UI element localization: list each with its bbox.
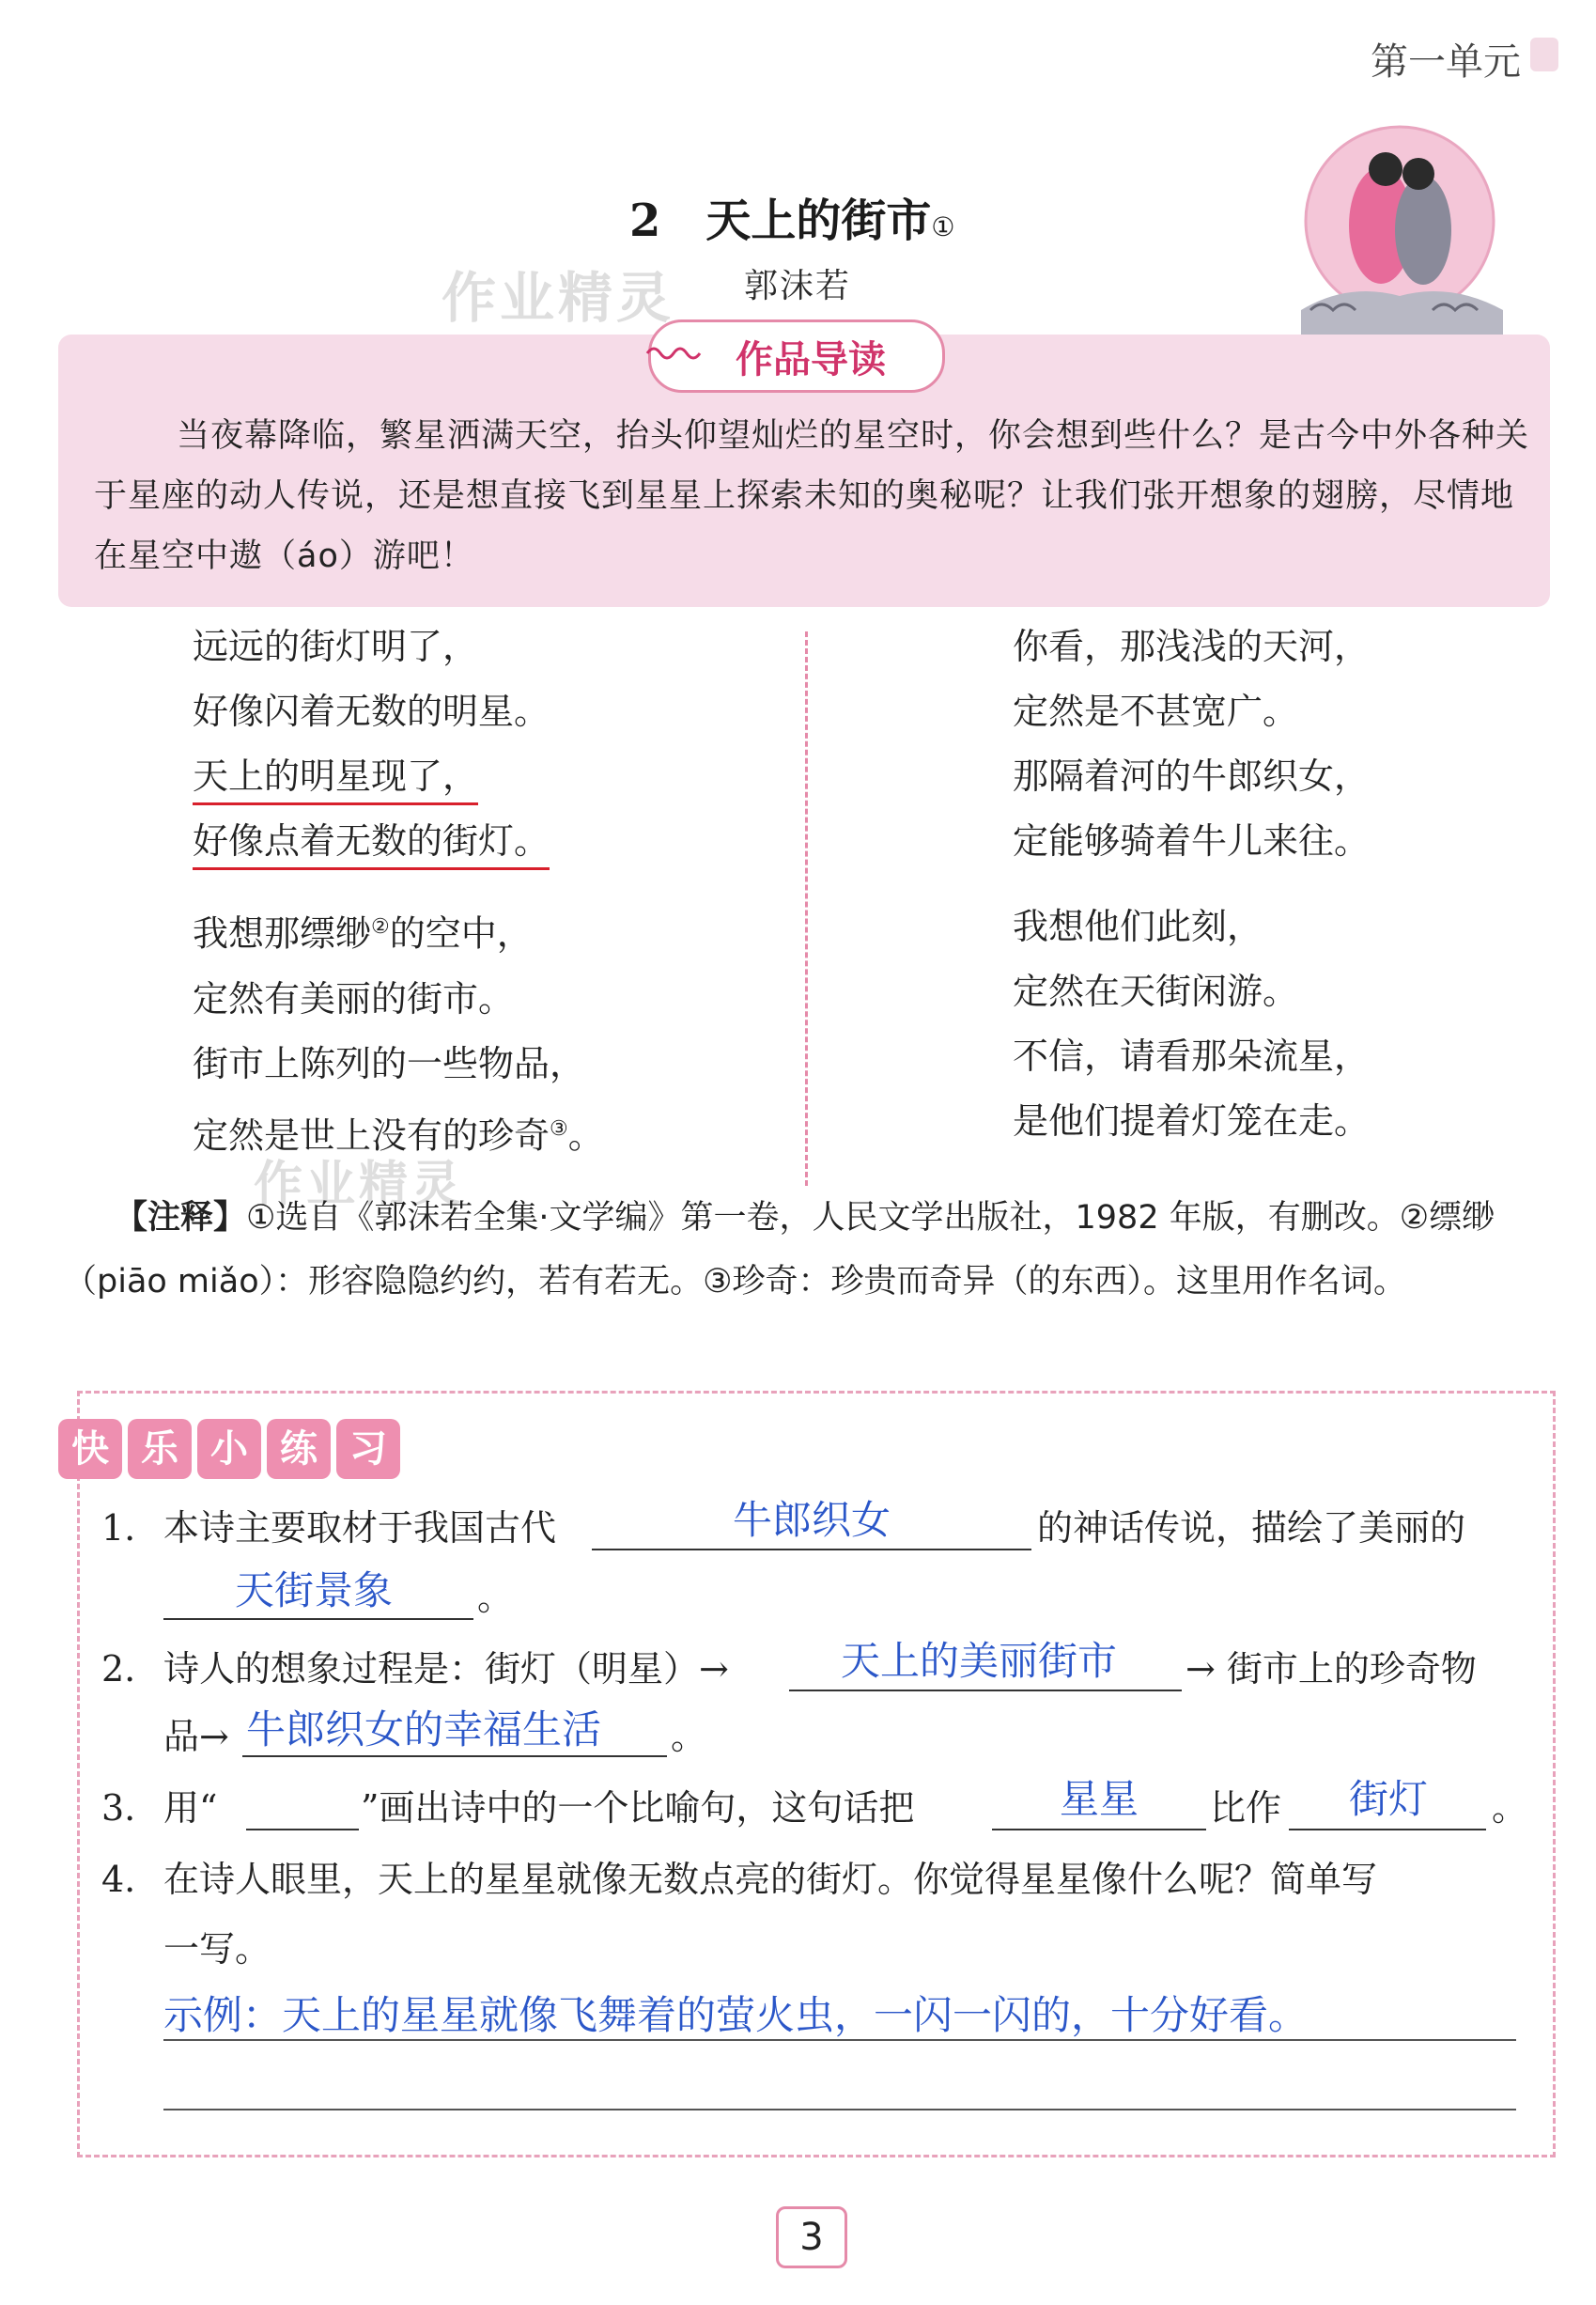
watermark: 作业精灵 — [442, 266, 675, 330]
q2-text-c: 品→ — [163, 1716, 229, 1757]
poem-line: 定然有美丽的街市。 — [193, 977, 515, 1020]
exercise-title-char: 快 — [58, 1419, 122, 1479]
q3-text-a: 用“ — [163, 1787, 218, 1829]
poem-line: 远远的街灯明了， — [193, 626, 479, 667]
q4-number: 4. — [101, 1859, 136, 1900]
q4-text-b: 一写。 — [163, 1928, 271, 1970]
poem-line: 定然是世上没有的珍奇③。 — [193, 1114, 604, 1157]
poem-line: 我想他们此刻， — [1013, 906, 1263, 947]
q3-number: 3. — [101, 1787, 136, 1829]
q2-text-b: → 街市上的珍奇物 — [1185, 1648, 1477, 1690]
poem-line: 定能够骑着牛儿来往。 — [1013, 820, 1371, 862]
q4-text-a: 在诗人眼里，天上的星星就像无数点亮的街灯。你觉得星星像什么呢？简单写 — [163, 1859, 1378, 1900]
answer-line[interactable] — [163, 2039, 1516, 2041]
q2-blank-2[interactable] — [242, 1755, 667, 1757]
poem-line: 是他们提着灯笼在走。 — [1013, 1100, 1371, 1142]
q2-number: 2. — [101, 1648, 136, 1690]
poem-line: 你看，那浅浅的天河， — [1013, 626, 1371, 667]
poem-right-column — [1013, 615, 1370, 1154]
q2-blank-1[interactable] — [789, 1690, 1182, 1691]
q2-end: 。 — [671, 1716, 707, 1757]
q3-answer-2: 街灯 — [1349, 1776, 1429, 1822]
lesson-number: 2 — [629, 195, 661, 247]
q1-text-a: 本诗主要取材于我国古代 — [163, 1507, 557, 1549]
poem-line: 定然在天街闲游。 — [1013, 971, 1299, 1012]
q3-answer-1: 星星 — [1060, 1776, 1139, 1822]
q2-answer-1: 天上的美丽街市 — [841, 1638, 1118, 1684]
q1-blank-2[interactable] — [163, 1618, 473, 1620]
page-number: 3 — [776, 2206, 847, 2268]
lesson-title-text: 天上的街市 — [705, 195, 932, 247]
poem-line: 那隔着河的牛郎织女， — [1013, 755, 1371, 797]
poem-line-underlined: 好像点着无数的街灯。 — [193, 815, 550, 870]
cowherd-weaver-illustration — [1292, 122, 1508, 338]
q4-answer: 示例：天上的星星就像飞舞着的萤火虫，一闪一闪的，十分好看。 — [163, 1992, 1309, 2038]
poem-line: 街市上陈列的一些物品， — [193, 1042, 586, 1084]
notes-text: ①选自《郭沫若全集·文学编》第一卷，人民文学出版社，1982 年版，有删改。②缥缈（piāo miǎo）：形容隐隐约约，若有若无。③珍奇：珍贵而奇异（的东西）。这里用作名词。 — [64, 1199, 1495, 1300]
q3-text-b: ”画出诗中的一个比喻句，这句话把 — [361, 1787, 915, 1829]
poem-line: 定然是不甚宽广。 — [1013, 691, 1299, 732]
q1-blank-1[interactable] — [592, 1549, 1031, 1550]
q3-text-c: 比作 — [1210, 1787, 1282, 1829]
author: 郭沫若 — [744, 267, 852, 305]
notes — [64, 1186, 1550, 1314]
poem-line: 我想那缥缈②的空中， — [193, 912, 533, 955]
lesson-title — [629, 184, 955, 249]
q1-answer-2: 天街景象 — [235, 1567, 394, 1613]
poem-left-column — [193, 615, 604, 1168]
poem-line: 不信，请看那朵流星， — [1013, 1036, 1371, 1077]
notes-label: 【注释】 — [115, 1199, 247, 1237]
answer-line[interactable] — [163, 2109, 1516, 2110]
q2-answer-2: 牛郎织女的幸福生活 — [246, 1706, 602, 1752]
exercise-title-char: 习 — [336, 1419, 400, 1479]
q3-blank-1[interactable] — [992, 1829, 1206, 1830]
poem-line-underlined: 天上的明星现了， — [193, 750, 478, 805]
wave-icon — [645, 339, 702, 367]
unit-label: 第一单元 — [1371, 40, 1521, 84]
poem-divider — [805, 631, 808, 1186]
exercise-title-char: 小 — [197, 1419, 261, 1479]
watermark-2: 作业精灵 — [254, 1157, 465, 1213]
poem-line: 好像闪着无数的明星。 — [193, 691, 550, 732]
intro-tag-label: 作品导读 — [736, 337, 886, 382]
unit-tab-marker — [1530, 38, 1558, 71]
q3-underline-sample — [246, 1829, 359, 1830]
q1-number: 1. — [101, 1507, 136, 1549]
q3-end: 。 — [1492, 1787, 1528, 1829]
q1-answer-1: 牛郎织女 — [733, 1497, 891, 1543]
q2-text-a: 诗人的想象过程是：街灯（明星）→ — [163, 1648, 729, 1690]
q1-end: 。 — [477, 1577, 514, 1618]
exercise-title-char: 乐 — [128, 1419, 192, 1479]
intro-text: 当夜幕降临，繁星洒满天空，抬头仰望灿烂的星空时，你会想到些什么？是古今中外各种关于星座的动人传说，还是想直接飞到星星上探索未知的奥秘呢？让我们张开想象的翅膀，尽情地在星空中遨（áo）游吧！ — [94, 417, 1530, 575]
title-footnote: ① — [931, 211, 955, 242]
exercise-title-char: 练 — [267, 1419, 331, 1479]
intro-tag — [648, 319, 945, 393]
exercise-title — [58, 1419, 400, 1479]
q1-text-b: 的神话传说，描绘了美丽的 — [1037, 1507, 1466, 1549]
q3-blank-2[interactable] — [1289, 1829, 1486, 1830]
